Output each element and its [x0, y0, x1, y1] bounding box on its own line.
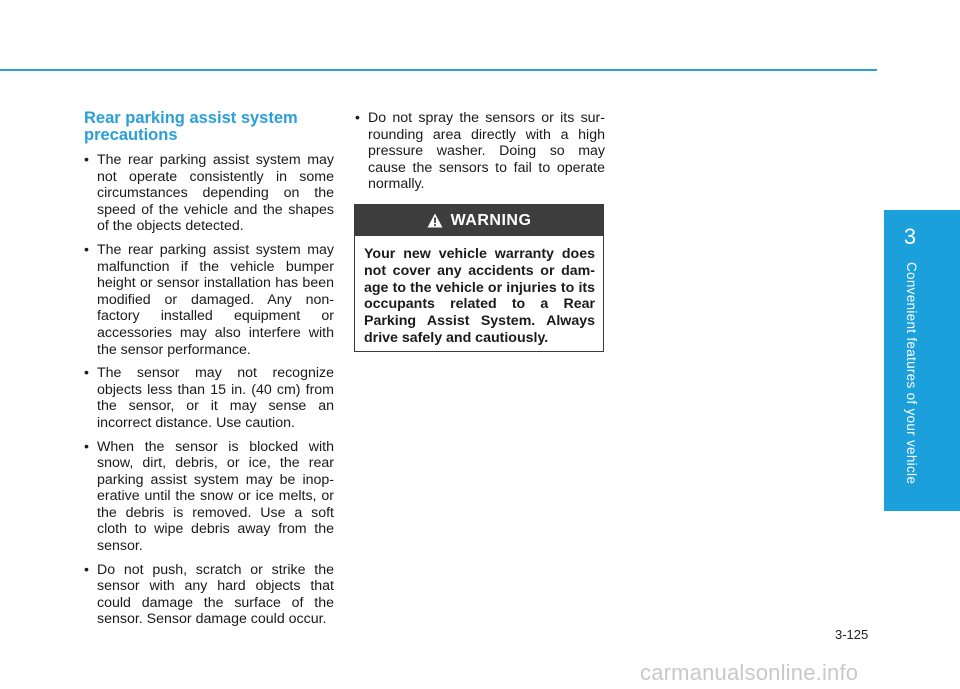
- section-tab: [884, 210, 960, 511]
- section-number: 3: [903, 224, 917, 249]
- section-heading: Rear parking assist system precautions: [84, 109, 298, 144]
- list-item: • The sensor may not recognize objects less than 15 in. (40 cm) from the sensor, or it may sense an incorrect distance. Use caution.: [84, 365, 334, 431]
- list-item: • Do not push, scratch or strike the sensor with any hard objects that could damage the surface of the sensor. Sensor damage could occur.: [84, 562, 334, 628]
- top-rule: [0, 69, 877, 71]
- precautions-list-right: [355, 110, 605, 193]
- warning-header: [355, 205, 603, 236]
- right-column: [355, 110, 605, 200]
- watermark: carmanualsonline.info: [640, 660, 859, 685]
- warning-triangle-icon: [427, 213, 443, 228]
- page-number: 3-125: [835, 627, 869, 642]
- list-item: • Do not spray the sensors or its sur-rounding area directly with a high pressure washer. Doing so may cause the sensors to fail to operate normally.: [355, 110, 605, 193]
- list-item: • When the sensor is blocked with snow, dirt, debris, or ice, the rear parking assist system may be inop-erative until the snow or ice melts, or the debris is removed. Use a soft cloth to wipe debris away from the sensor.: [84, 439, 334, 555]
- precautions-list-left: [84, 152, 334, 628]
- warning-title: WARNING: [450, 211, 532, 229]
- left-column: [84, 110, 334, 635]
- list-item: • The rear parking assist system may not operate consistently in some circumstances depending on the speed of the vehicle and the shapes of the objects detected.: [84, 152, 334, 235]
- warning-text: Your new vehicle warranty does not cover any accidents or dam-age to the vehicle or injuries to its occupants related to a Rear Parking Assist System. Always drive safely and cautiously.: [364, 246, 595, 346]
- section-title: Convenient features of your vehicle: [904, 262, 919, 485]
- warning-box: [354, 204, 604, 352]
- list-item: • The rear parking assist system may malfunction if the vehicle bumper height or sensor installation has been modified or damaged. Any non-factory installed equipment or accessories may also interfere with the sensor performance.: [84, 242, 334, 358]
